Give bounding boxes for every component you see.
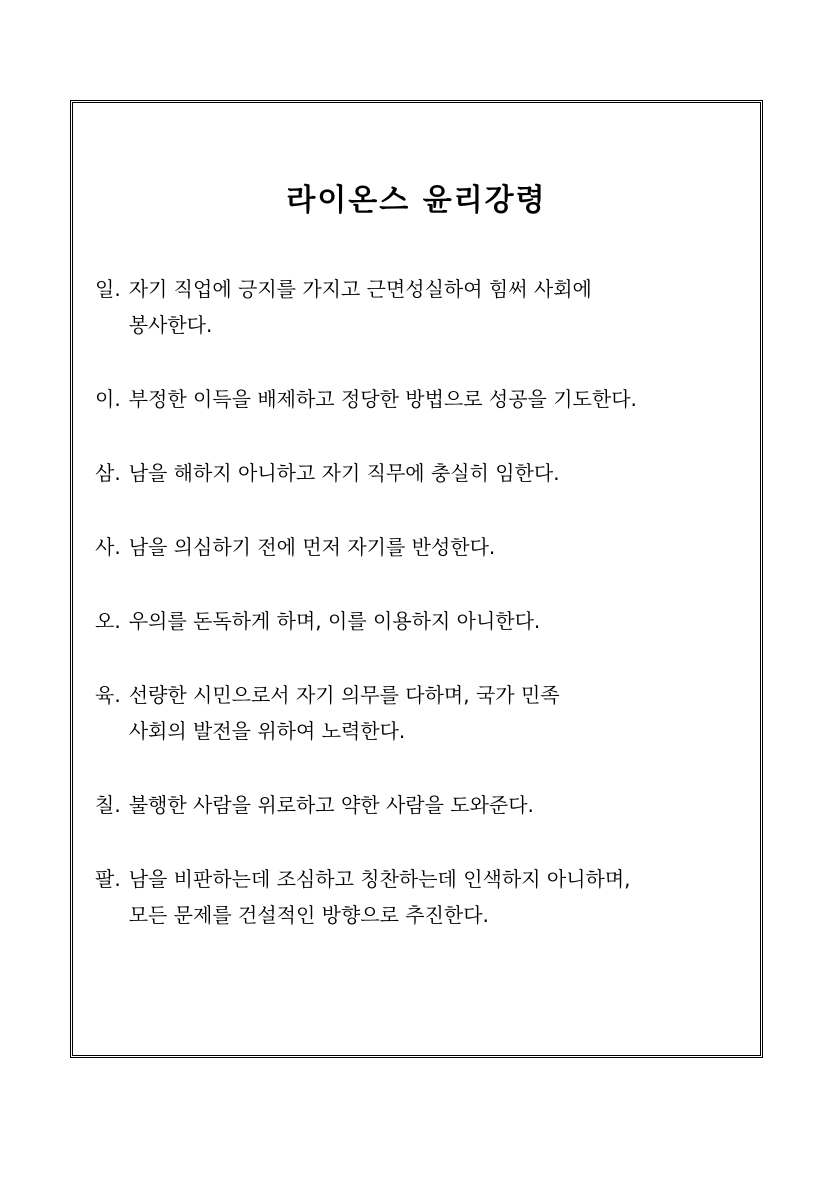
article-number: 칠. (95, 793, 121, 817)
article-item (95, 861, 746, 933)
article-text: 부정한 이득을 배제하고 정당한 방법으로 성공을 기도한다. (128, 387, 637, 411)
article-text: 남을 비판하는데 조심하고 칭찬하는데 인색하지 아니하며, 모든 문제를 건설적인 방향으로 추진한다. (128, 867, 631, 927)
article-number: 육. (95, 683, 121, 707)
document-title: 라이온스 윤리강령 (286, 183, 547, 218)
article-item (95, 381, 746, 417)
article-item (95, 603, 746, 639)
article-text: 남을 해하지 아니하고 자기 직무에 충실히 임한다. (128, 461, 560, 485)
article-item (95, 271, 746, 343)
article-item (95, 677, 746, 749)
article-text: 자기 직업에 긍지를 가지고 근면성실하여 힘써 사회에 봉사한다. (128, 277, 592, 337)
article-item (95, 529, 746, 565)
article-text: 불행한 사람을 위로하고 약한 사람을 도와준다. (128, 793, 534, 817)
article-number: 이. (95, 387, 121, 411)
article-number: 오. (95, 609, 121, 633)
article-item (95, 455, 746, 491)
article-number: 삼. (95, 461, 121, 485)
article-number: 일. (95, 277, 121, 301)
article-text: 우의를 돈독하게 하며, 이를 이용하지 아니한다. (128, 609, 541, 633)
article-item (95, 787, 746, 823)
article-text: 남을 의심하기 전에 먼저 자기를 반성한다. (128, 535, 496, 559)
article-number: 팔. (95, 867, 121, 891)
article-text: 선량한 시민으로서 자기 의무를 다하며, 국가 민족 사회의 발전을 위하여 노력한다. (128, 683, 560, 743)
article-list (95, 271, 746, 971)
article-number: 사. (95, 535, 121, 559)
document-frame (70, 100, 763, 1058)
